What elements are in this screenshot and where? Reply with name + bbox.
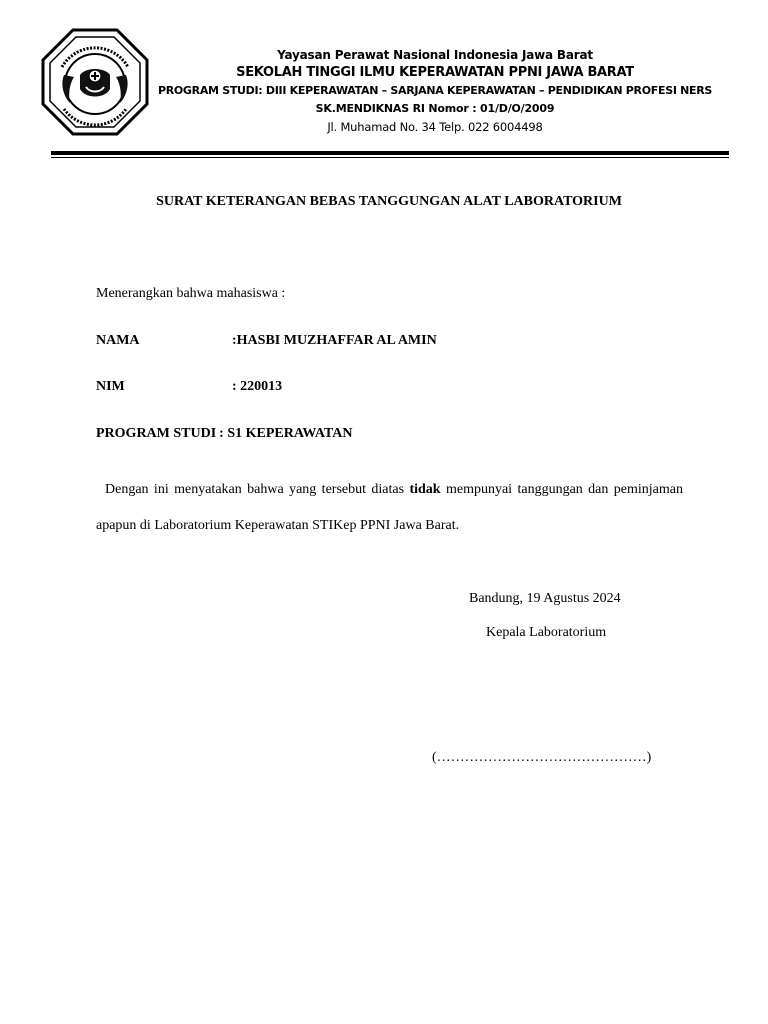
header-divider-thin <box>51 157 729 158</box>
intro-text: Menerangkan bahwa mahasiswa : <box>96 286 286 301</box>
name-value: :HASBI MUZHAFFAR AL AMIN <box>232 333 437 348</box>
nim-label: NIM <box>96 379 125 394</box>
logo-emblem-icon <box>40 27 150 137</box>
name-field <box>96 333 437 349</box>
header-divider-thick <box>51 151 729 155</box>
foundation-name: Yayasan Perawat Nasional Indonesia Jawa Barat <box>277 48 593 62</box>
letterhead <box>150 46 720 136</box>
place-date: Bandung, 19 Agustus 2024 <box>469 591 621 606</box>
school-name: SEKOLAH TINGGI ILMU KEPERAWATAN PPNI JAWA BARAT <box>236 65 634 80</box>
statement-text-before: Dengan ini menyatakan bahwa yang tersebut diatas <box>105 482 410 497</box>
statement-emphasis: tidak <box>409 482 441 497</box>
decree-number: SK.MENDIKNAS RI Nomor : 01/D/O/2009 <box>315 102 555 115</box>
program-value: : S1 KEPERAWATAN <box>219 426 353 441</box>
signatory-role: Kepala Laboratorium <box>486 625 607 640</box>
study-programs: PROGRAM STUDI: DIII KEPERAWATAN – SARJANA KEPERAWATAN – PENDIDIKAN PROFESI NERS <box>157 84 713 97</box>
address: Jl. Muhamad No. 34 Telp. 022 6004498 <box>327 120 543 134</box>
name-label: NAMA <box>96 333 140 348</box>
signature-placeholder: (………………………………………) <box>432 750 652 765</box>
institution-logo <box>40 27 150 137</box>
statement-text-after: mempunyai tanggungan dan peminjaman apapun di Laboratorium Keperawatan STIKep PPNI Jawa Barat. <box>96 482 683 533</box>
statement-paragraph <box>96 472 683 544</box>
nim-field <box>96 379 283 395</box>
nim-value: : 220013 <box>232 379 283 394</box>
program-field <box>96 426 352 442</box>
program-label: PROGRAM STUDI <box>96 426 217 441</box>
document-title: SURAT KETERANGAN BEBAS TANGGUNGAN ALAT LABORATORIUM <box>156 194 622 209</box>
